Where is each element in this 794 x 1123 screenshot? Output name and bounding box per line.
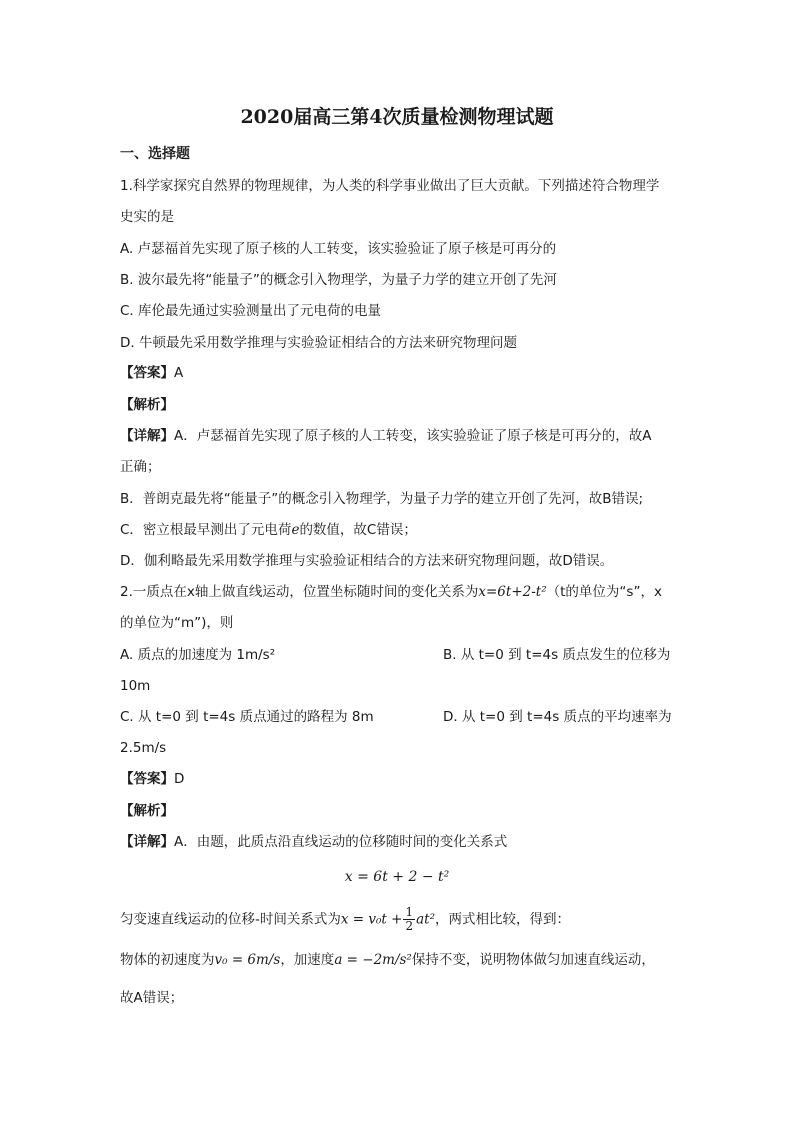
q2-option-d-line2: 2.5m/s [120, 740, 167, 756]
q2-option-c: C. 从 t=0 到 t=4s 质点通过的路程为 8m [120, 709, 374, 725]
q2-option-b-line2: 10m [120, 678, 151, 694]
fraction-denominator: 2 [405, 919, 414, 933]
q1-stem-line1: 1.科学家探究自然界的物理规律，为人类的科学事业做出了巨大贡献。下列描述符合物理学 [120, 178, 660, 194]
fraction-numerator: 1 [405, 905, 414, 919]
q2-option-a: A. 质点的加速度为 1m/s² [120, 647, 276, 663]
q1-detail-b: B．普朗克最先将“能量子”的概念引入物理学，为量子力学的建立开创了先河，故B错误; [120, 491, 644, 507]
q1-option-b: B. 波尔最先将“能量子”的概念引入物理学，为量子力学的建立开创了先河 [120, 272, 557, 288]
answer-value: D [174, 771, 185, 787]
line3-acceleration: a = −2m/s² [334, 952, 412, 968]
q2-answer [120, 770, 184, 788]
q2-stem-line2: 的单位为“m”)，则 [120, 615, 234, 631]
q2-stem-line1 [120, 583, 662, 601]
q2-stem-formula: x=6t+2-t² [478, 584, 547, 600]
q2-detail-line2 [120, 906, 570, 933]
answer-tag: 【答案】 [120, 771, 174, 787]
line3-post: 保持不变，说明物体做匀加速直线运动， [411, 952, 655, 968]
q1-detail-c [120, 521, 417, 539]
q2-analysis-tag: 【解析】 [120, 803, 174, 819]
q1-detail-d: D．伽利略最先采用数学推理与实验验证相结合的方法来研究物理问题，故D错误。 [120, 553, 614, 569]
line2-eq-left: x = v₀t + [340, 911, 403, 928]
q1-option-d: D. 牛顿最先采用数学推理与实验验证相结合的方法来研究物理问题 [120, 335, 517, 351]
q2-stem-pre: 2.一质点在x轴上做直线运动，位置坐标随时间的变化关系为 [120, 584, 479, 600]
line3-pre: 物体的初速度为 [120, 952, 215, 968]
detail-tag: 【详解】 [120, 428, 174, 444]
q1-analysis-tag: 【解析】 [120, 397, 174, 413]
line3-v0: v₀ = 6m/s [214, 952, 281, 968]
detail-c-post: 的数值，故C错误； [299, 522, 417, 538]
detail-c-symbol: e [291, 522, 300, 538]
q2-detail-line4: 故A错误； [120, 990, 184, 1006]
q2-option-d-line1: D. 从 t=0 到 t=4s 质点的平均速率为 [443, 709, 672, 725]
q1-option-a: A. 卢瑟福首先实现了原子核的人工转变，该实验验证了原子核是可再分的 [120, 241, 557, 257]
q2-detail-line3 [120, 951, 655, 969]
q2-stem-post: （t的单位为“s”，x [546, 584, 662, 600]
page-title: 2020届高三第4次质量检测物理试题 [240, 106, 554, 128]
line2-eq-right: at² [416, 911, 435, 928]
q2-option-b-line1: B. 从 t=0 到 t=4s 质点发生的位移为 [443, 647, 671, 663]
detail-text: A．卢瑟福首先实现了原子核的人工转变，该实验验证了原子核是可再分的，故A [174, 428, 652, 444]
q2-equation: x = 6t + 2 − t² [344, 869, 450, 885]
detail-tag: 【详解】 [120, 834, 174, 850]
line2-pre: 匀变速直线运动的位移-时间关系式为 [120, 911, 341, 928]
q1-stem-line2: 史实的是 [120, 209, 174, 225]
q1-detail-a-line1 [120, 427, 651, 445]
q1-option-c: C. 库伦最先通过实验测量出了元电荷的电量 [120, 303, 382, 319]
q2-detail-line1 [120, 833, 507, 851]
detail-c-pre: C．密立根最早测出了元电荷 [120, 522, 292, 538]
answer-value: A [174, 365, 184, 381]
line3-mid: ，加速度 [280, 952, 335, 968]
q1-detail-a-line2: 正确； [120, 459, 161, 475]
section-heading: 一、选择题 [120, 146, 190, 162]
detail-text: A．由题，此质点沿直线运动的位移随时间的变化关系式 [174, 834, 508, 850]
q1-answer [120, 364, 183, 382]
line2-post: ，两式相比较，得到： [434, 911, 570, 928]
fraction-one-half [403, 906, 415, 933]
answer-tag: 【答案】 [120, 365, 174, 381]
